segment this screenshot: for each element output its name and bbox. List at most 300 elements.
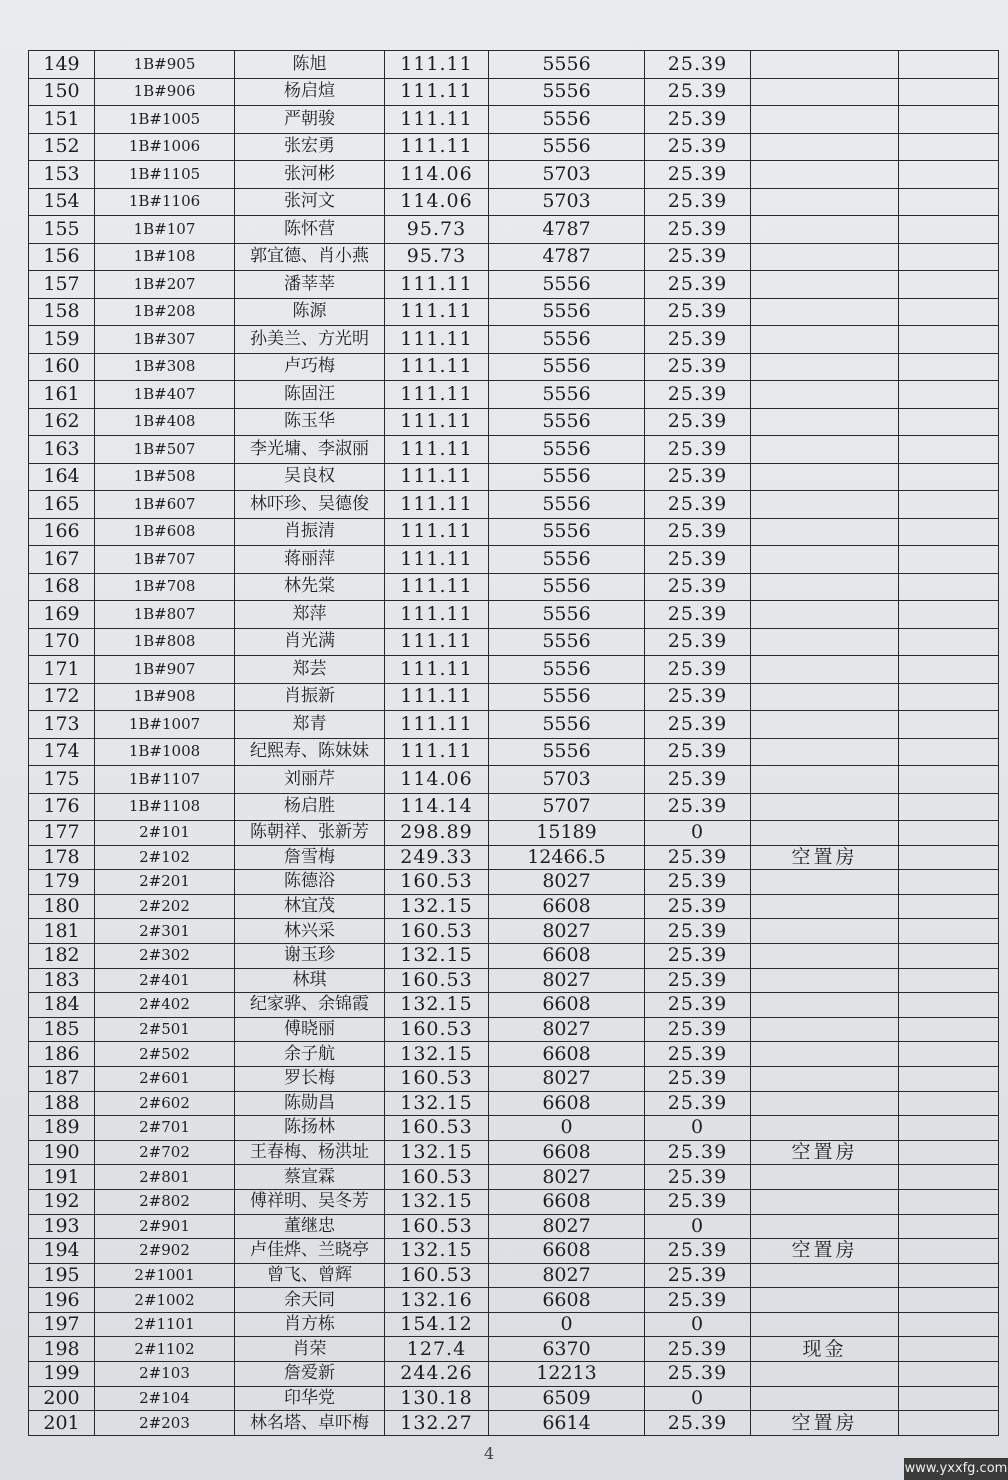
fee-value: 25.39 — [645, 894, 751, 919]
area-value: 111.11 — [385, 326, 489, 354]
row-number: 164 — [29, 463, 95, 491]
blank-cell — [899, 1140, 999, 1165]
owner-name: 林名塔、卓吓梅 — [235, 1411, 385, 1436]
table-row — [29, 738, 999, 766]
amount-value: 5556 — [489, 326, 645, 354]
blank-cell — [899, 1263, 999, 1288]
blank-cell — [899, 711, 999, 739]
room-code: 2#901 — [95, 1214, 235, 1239]
table-row — [29, 1189, 999, 1214]
blank-cell — [899, 1189, 999, 1214]
site-watermark: www.yxxfg.com — [904, 1458, 1008, 1480]
note-cell — [751, 1312, 899, 1337]
amount-value: 6608 — [489, 1091, 645, 1116]
note-cell — [751, 106, 899, 134]
area-value: 114.14 — [385, 793, 489, 821]
fee-value: 25.39 — [645, 1239, 751, 1264]
area-value: 111.11 — [385, 573, 489, 601]
note-cell — [751, 683, 899, 711]
table-row — [29, 78, 999, 106]
area-value: 160.53 — [385, 1066, 489, 1091]
fee-value: 25.39 — [645, 845, 751, 870]
fee-value: 25.39 — [645, 491, 751, 519]
owner-name: 蒋丽萍 — [235, 546, 385, 574]
owner-name: 陈旭 — [235, 51, 385, 79]
table-row — [29, 1362, 999, 1387]
room-code: 2#102 — [95, 845, 235, 870]
table-row — [29, 133, 999, 161]
note-cell — [751, 993, 899, 1018]
fee-value: 25.39 — [645, 766, 751, 794]
blank-cell — [899, 326, 999, 354]
room-code: 1B#1008 — [95, 738, 235, 766]
room-code: 2#402 — [95, 993, 235, 1018]
room-code: 2#802 — [95, 1189, 235, 1214]
area-value: 111.11 — [385, 381, 489, 409]
blank-cell — [899, 78, 999, 106]
owner-name: 余子航 — [235, 1042, 385, 1067]
note-cell — [751, 161, 899, 189]
amount-value: 8027 — [489, 1165, 645, 1190]
area-value: 111.11 — [385, 298, 489, 326]
room-code: 2#801 — [95, 1165, 235, 1190]
table-row — [29, 993, 999, 1018]
blank-cell — [899, 845, 999, 870]
blank-cell — [899, 381, 999, 409]
blank-cell — [899, 1362, 999, 1387]
ledger-table — [28, 50, 999, 1436]
area-value: 111.11 — [385, 656, 489, 684]
row-number: 173 — [29, 711, 95, 739]
room-code: 1B#1005 — [95, 106, 235, 134]
owner-name: 谢玉珍 — [235, 943, 385, 968]
table-row — [29, 436, 999, 464]
owner-name: 董继忠 — [235, 1214, 385, 1239]
note-cell — [751, 711, 899, 739]
amount-value: 5556 — [489, 546, 645, 574]
blank-cell — [899, 271, 999, 299]
room-code: 2#203 — [95, 1411, 235, 1436]
owner-name: 杨启胜 — [235, 793, 385, 821]
blank-cell — [899, 518, 999, 546]
owner-name: 肖荣 — [235, 1337, 385, 1362]
area-value: 132.15 — [385, 943, 489, 968]
fee-value: 25.39 — [645, 1165, 751, 1190]
area-value: 111.11 — [385, 683, 489, 711]
fee-value: 25.39 — [645, 243, 751, 271]
row-number: 187 — [29, 1066, 95, 1091]
blank-cell — [899, 738, 999, 766]
blank-cell — [899, 188, 999, 216]
table-row — [29, 353, 999, 381]
room-code: 2#103 — [95, 1362, 235, 1387]
owner-name: 郑青 — [235, 711, 385, 739]
row-number: 180 — [29, 894, 95, 919]
fee-value: 25.39 — [645, 968, 751, 993]
row-number: 184 — [29, 993, 95, 1018]
row-number: 199 — [29, 1362, 95, 1387]
amount-value: 8027 — [489, 919, 645, 944]
table-row — [29, 1140, 999, 1165]
row-number: 178 — [29, 845, 95, 870]
page-number: 4 — [484, 1444, 495, 1463]
fee-value: 25.39 — [645, 51, 751, 79]
note-cell — [751, 943, 899, 968]
owner-name: 印华党 — [235, 1386, 385, 1411]
fee-value: 25.39 — [645, 793, 751, 821]
amount-value: 4787 — [489, 216, 645, 244]
amount-value: 6608 — [489, 993, 645, 1018]
table-row — [29, 216, 999, 244]
table-row — [29, 711, 999, 739]
note-cell — [751, 894, 899, 919]
room-code: 2#902 — [95, 1239, 235, 1264]
amount-value: 6608 — [489, 894, 645, 919]
fee-value: 25.39 — [645, 1140, 751, 1165]
owner-name: 詹爱新 — [235, 1362, 385, 1387]
note-cell — [751, 298, 899, 326]
row-number: 153 — [29, 161, 95, 189]
table-row — [29, 870, 999, 895]
amount-value: 5556 — [489, 628, 645, 656]
room-code: 2#101 — [95, 821, 235, 846]
room-code: 1B#307 — [95, 326, 235, 354]
fee-value: 25.39 — [645, 683, 751, 711]
blank-cell — [899, 821, 999, 846]
area-value: 154.12 — [385, 1312, 489, 1337]
table-row — [29, 1288, 999, 1313]
fee-value: 25.39 — [645, 216, 751, 244]
amount-value: 5556 — [489, 711, 645, 739]
area-value: 111.11 — [385, 601, 489, 629]
room-code: 2#501 — [95, 1017, 235, 1042]
owner-name: 蔡宣霖 — [235, 1165, 385, 1190]
table-row — [29, 766, 999, 794]
amount-value: 12466.5 — [489, 845, 645, 870]
owner-name: 林宜茂 — [235, 894, 385, 919]
amount-value: 12213 — [489, 1362, 645, 1387]
owner-name: 陈德浴 — [235, 870, 385, 895]
table-row — [29, 1042, 999, 1067]
owner-name: 肖振清 — [235, 518, 385, 546]
blank-cell — [899, 1312, 999, 1337]
room-code: 2#1101 — [95, 1312, 235, 1337]
row-number: 165 — [29, 491, 95, 519]
row-number: 156 — [29, 243, 95, 271]
note-cell — [751, 326, 899, 354]
fee-value: 25.39 — [645, 133, 751, 161]
note-cell — [751, 133, 899, 161]
amount-value: 8027 — [489, 1214, 645, 1239]
room-code: 2#702 — [95, 1140, 235, 1165]
owner-name: 傅晓丽 — [235, 1017, 385, 1042]
row-number: 197 — [29, 1312, 95, 1337]
blank-cell — [899, 1042, 999, 1067]
owner-name: 曾飞、曾辉 — [235, 1263, 385, 1288]
note-cell: 空置房 — [751, 1140, 899, 1165]
row-number: 192 — [29, 1189, 95, 1214]
note-cell — [751, 1386, 899, 1411]
area-value: 111.11 — [385, 271, 489, 299]
room-code: 1B#107 — [95, 216, 235, 244]
row-number: 174 — [29, 738, 95, 766]
row-number: 157 — [29, 271, 95, 299]
amount-value: 8027 — [489, 1017, 645, 1042]
area-value: 111.11 — [385, 353, 489, 381]
owner-name: 肖振新 — [235, 683, 385, 711]
area-value: 114.06 — [385, 188, 489, 216]
area-value: 95.73 — [385, 216, 489, 244]
note-cell: 空置房 — [751, 845, 899, 870]
amount-value: 5556 — [489, 491, 645, 519]
note-cell — [751, 793, 899, 821]
row-number: 161 — [29, 381, 95, 409]
table-row — [29, 1312, 999, 1337]
area-value: 160.53 — [385, 1116, 489, 1141]
table-row — [29, 106, 999, 134]
note-cell — [751, 188, 899, 216]
blank-cell — [899, 161, 999, 189]
amount-value: 5556 — [489, 133, 645, 161]
owner-name: 王春梅、杨洪址 — [235, 1140, 385, 1165]
room-code: 1B#1105 — [95, 161, 235, 189]
owner-name: 陈源 — [235, 298, 385, 326]
row-number: 177 — [29, 821, 95, 846]
area-value: 132.15 — [385, 1239, 489, 1264]
table-row — [29, 188, 999, 216]
note-cell — [751, 436, 899, 464]
owner-name: 陈扬林 — [235, 1116, 385, 1141]
owner-name: 郑萍 — [235, 601, 385, 629]
blank-cell — [899, 106, 999, 134]
area-value: 132.27 — [385, 1411, 489, 1436]
area-value: 111.11 — [385, 546, 489, 574]
area-value: 132.16 — [385, 1288, 489, 1313]
table-row — [29, 463, 999, 491]
fee-value: 25.39 — [645, 1091, 751, 1116]
table-row — [29, 243, 999, 271]
fee-value: 25.39 — [645, 298, 751, 326]
note-cell — [751, 870, 899, 895]
table-row — [29, 968, 999, 993]
blank-cell — [899, 243, 999, 271]
fee-value: 25.39 — [645, 271, 751, 299]
amount-value: 5556 — [489, 573, 645, 601]
amount-value: 15189 — [489, 821, 645, 846]
blank-cell — [899, 573, 999, 601]
owner-name: 郑芸 — [235, 656, 385, 684]
note-cell — [751, 51, 899, 79]
area-value: 249.33 — [385, 845, 489, 870]
blank-cell — [899, 463, 999, 491]
area-value: 111.11 — [385, 51, 489, 79]
room-code: 1B#808 — [95, 628, 235, 656]
area-value: 132.15 — [385, 894, 489, 919]
note-cell — [751, 381, 899, 409]
area-value: 132.15 — [385, 1189, 489, 1214]
table-row — [29, 326, 999, 354]
fee-value: 0 — [645, 821, 751, 846]
owner-name: 孙美兰、方光明 — [235, 326, 385, 354]
row-number: 160 — [29, 353, 95, 381]
table-row — [29, 1165, 999, 1190]
room-code: 1B#707 — [95, 546, 235, 574]
blank-cell — [899, 766, 999, 794]
room-code: 1B#1106 — [95, 188, 235, 216]
note-cell — [751, 546, 899, 574]
area-value: 114.06 — [385, 161, 489, 189]
note-cell — [751, 968, 899, 993]
note-cell — [751, 1288, 899, 1313]
amount-value: 5556 — [489, 106, 645, 134]
amount-value: 8027 — [489, 968, 645, 993]
amount-value: 5556 — [489, 738, 645, 766]
note-cell — [751, 271, 899, 299]
amount-value: 6608 — [489, 1239, 645, 1264]
amount-value: 8027 — [489, 870, 645, 895]
table-row — [29, 919, 999, 944]
note-cell — [751, 1214, 899, 1239]
blank-cell — [899, 408, 999, 436]
fee-value: 25.39 — [645, 1362, 751, 1387]
blank-cell — [899, 1239, 999, 1264]
room-code: 2#202 — [95, 894, 235, 919]
area-value: 111.11 — [385, 628, 489, 656]
table-row — [29, 546, 999, 574]
note-cell — [751, 1091, 899, 1116]
owner-name: 肖光满 — [235, 628, 385, 656]
note-cell — [751, 1116, 899, 1141]
note-cell: 空置房 — [751, 1239, 899, 1264]
owner-name: 陈勋昌 — [235, 1091, 385, 1116]
room-code: 1B#207 — [95, 271, 235, 299]
amount-value: 6608 — [489, 1042, 645, 1067]
table-row — [29, 518, 999, 546]
area-value: 111.11 — [385, 408, 489, 436]
owner-name: 詹雪梅 — [235, 845, 385, 870]
owner-name: 严朝骏 — [235, 106, 385, 134]
note-cell — [751, 1066, 899, 1091]
area-value: 130.18 — [385, 1386, 489, 1411]
note-cell — [751, 821, 899, 846]
amount-value: 0 — [489, 1116, 645, 1141]
amount-value: 4787 — [489, 243, 645, 271]
fee-value: 25.39 — [645, 656, 751, 684]
area-value: 111.11 — [385, 738, 489, 766]
room-code: 2#401 — [95, 968, 235, 993]
area-value: 111.11 — [385, 711, 489, 739]
fee-value: 25.39 — [645, 738, 751, 766]
area-value: 160.53 — [385, 968, 489, 993]
owner-name: 陈朝祥、张新芳 — [235, 821, 385, 846]
fee-value: 25.39 — [645, 711, 751, 739]
table-row — [29, 1017, 999, 1042]
table-row — [29, 943, 999, 968]
area-value: 160.53 — [385, 1017, 489, 1042]
blank-cell — [899, 491, 999, 519]
row-number: 172 — [29, 683, 95, 711]
owner-name: 傅祥明、吴冬芳 — [235, 1189, 385, 1214]
row-number: 150 — [29, 78, 95, 106]
table-row — [29, 271, 999, 299]
table-row — [29, 491, 999, 519]
room-code: 1B#906 — [95, 78, 235, 106]
amount-value: 6370 — [489, 1337, 645, 1362]
blank-cell — [899, 546, 999, 574]
amount-value: 5556 — [489, 463, 645, 491]
table-row — [29, 1263, 999, 1288]
room-code: 1B#407 — [95, 381, 235, 409]
amount-value: 5556 — [489, 78, 645, 106]
table-row — [29, 683, 999, 711]
fee-value: 25.39 — [645, 1411, 751, 1436]
area-value: 111.11 — [385, 518, 489, 546]
row-number: 189 — [29, 1116, 95, 1141]
row-number: 175 — [29, 766, 95, 794]
owner-name: 李光墉、李淑丽 — [235, 436, 385, 464]
fee-value: 25.39 — [645, 106, 751, 134]
room-code: 1B#608 — [95, 518, 235, 546]
blank-cell — [899, 894, 999, 919]
note-cell — [751, 656, 899, 684]
fee-value: 25.39 — [645, 381, 751, 409]
fee-value: 25.39 — [645, 601, 751, 629]
owner-name: 罗长梅 — [235, 1066, 385, 1091]
row-number: 181 — [29, 919, 95, 944]
table-row — [29, 1116, 999, 1141]
note-cell — [751, 628, 899, 656]
note-cell — [751, 216, 899, 244]
row-number: 162 — [29, 408, 95, 436]
amount-value: 5703 — [489, 188, 645, 216]
fee-value: 25.39 — [645, 326, 751, 354]
fee-value: 25.39 — [645, 436, 751, 464]
note-cell — [751, 1165, 899, 1190]
room-code: 2#602 — [95, 1091, 235, 1116]
area-value: 132.15 — [385, 1091, 489, 1116]
blank-cell — [899, 133, 999, 161]
area-value: 132.15 — [385, 993, 489, 1018]
note-cell — [751, 463, 899, 491]
amount-value: 6608 — [489, 1189, 645, 1214]
blank-cell — [899, 1091, 999, 1116]
amount-value: 8027 — [489, 1066, 645, 1091]
owner-name: 纪家骅、余锦霞 — [235, 993, 385, 1018]
ledger-body — [29, 51, 999, 1436]
fee-value: 25.39 — [645, 518, 751, 546]
room-code: 1B#708 — [95, 573, 235, 601]
row-number: 167 — [29, 546, 95, 574]
table-row — [29, 1214, 999, 1239]
note-cell — [751, 408, 899, 436]
fee-value: 0 — [645, 1214, 751, 1239]
table-row — [29, 1411, 999, 1436]
blank-cell — [899, 1165, 999, 1190]
row-number: 195 — [29, 1263, 95, 1288]
note-cell — [751, 78, 899, 106]
owner-name: 张宏勇 — [235, 133, 385, 161]
note-cell — [751, 1042, 899, 1067]
note-cell — [751, 766, 899, 794]
table-row — [29, 1091, 999, 1116]
area-value: 95.73 — [385, 243, 489, 271]
blank-cell — [899, 968, 999, 993]
row-number: 191 — [29, 1165, 95, 1190]
fee-value: 25.39 — [645, 188, 751, 216]
room-code: 1B#1007 — [95, 711, 235, 739]
amount-value: 5556 — [489, 271, 645, 299]
amount-value: 5556 — [489, 518, 645, 546]
